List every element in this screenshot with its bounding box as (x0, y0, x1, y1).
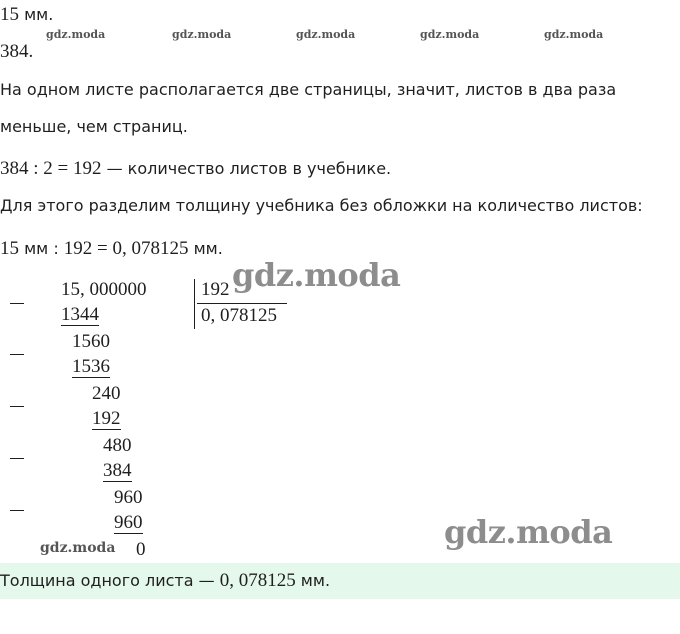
minus-sign (10, 458, 24, 459)
divisor: 192 (201, 279, 230, 300)
eq2-t2: мм. (188, 239, 223, 258)
answer-text: Толщина одного листа — (0, 571, 220, 590)
step-240: 240 (92, 383, 121, 404)
step-1560: 1560 (72, 331, 110, 352)
thickness-unit: мм. (19, 5, 54, 24)
quotient-line (197, 303, 287, 304)
eq2-m1: 15 (0, 238, 19, 259)
step-384: 384 (103, 460, 132, 481)
equation-sheets (0, 158, 391, 180)
watermark-small-4: gdz.moda (420, 28, 480, 41)
watermark-small-3: gdz.moda (296, 28, 356, 41)
paragraph-divide: Для этого разделим толщину учебника без обложки на количество листов: (0, 196, 643, 215)
line-thickness (0, 4, 53, 26)
watermark-small-1: gdz.moda (46, 28, 106, 41)
eq2-m2: 192 = 0, 078125 (63, 238, 189, 259)
pages-value: 384 (0, 41, 29, 62)
step-remainder: 0 (136, 539, 146, 560)
watermark-bottom: gdz.moda (40, 540, 116, 556)
watermark-small-5: gdz.moda (544, 28, 604, 41)
line-pages (0, 41, 33, 63)
step-480: 480 (103, 435, 132, 456)
equation-sheets-math: 384 : 2 = 192 (0, 158, 102, 179)
pages-dot: . (28, 41, 34, 62)
step-960-sub: 960 (114, 512, 143, 533)
equation-sheets-text: — количество листов в учебнике. (101, 159, 392, 178)
paragraph-pages-per-sheet-1: На одном листе располагается две страницы, значит, листов в два раза (0, 80, 617, 99)
dividend: 15, 000000 (61, 279, 147, 300)
thickness-value: 15 (0, 4, 19, 25)
equation-thickness (0, 238, 223, 260)
answer-unit: мм. (295, 571, 331, 590)
minus-sign (10, 354, 24, 355)
step-192: 192 (92, 408, 121, 429)
answer-value: 0, 078125 (219, 570, 296, 591)
watermark-big-1: gdz.moda (232, 256, 401, 294)
answer-line (0, 570, 330, 592)
step-1536: 1536 (72, 356, 110, 377)
minus-sign (10, 510, 24, 511)
watermark-small-2: gdz.moda (172, 28, 232, 41)
minus-sign (10, 406, 24, 407)
division-bar (194, 279, 195, 329)
step-960: 960 (114, 487, 143, 508)
step-1344: 1344 (61, 304, 99, 325)
minus-sign (10, 303, 24, 304)
paragraph-pages-per-sheet-2: меньше, чем страниц. (0, 117, 188, 136)
watermark-big-2: gdz.moda (444, 513, 613, 551)
quotient: 0, 078125 (201, 305, 277, 326)
eq2-t1: мм : (19, 239, 64, 258)
